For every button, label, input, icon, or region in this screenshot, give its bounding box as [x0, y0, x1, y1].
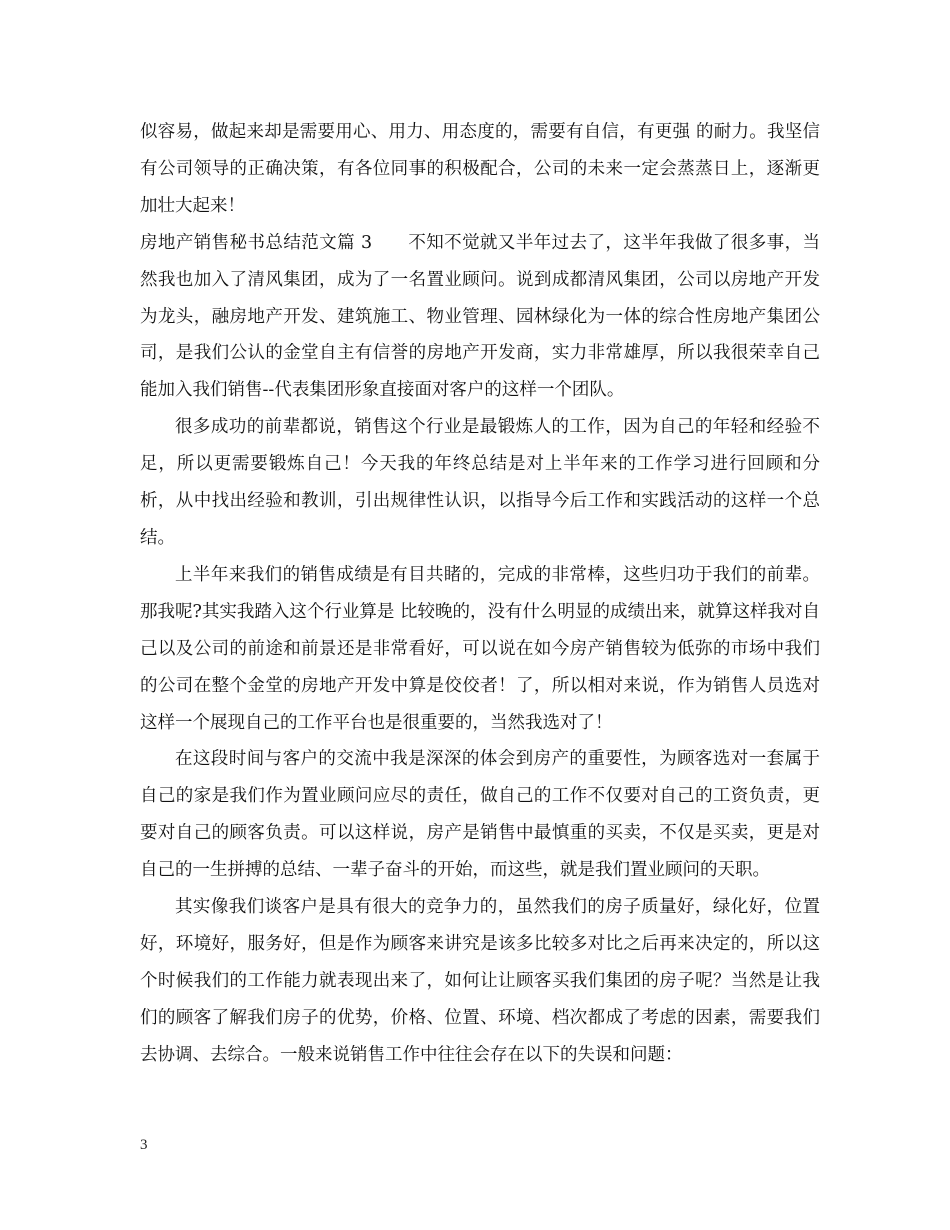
paragraph-continuation: 似容易，做起来却是需要用心、用力、用态度的，需要有自信，有更强 的耐力。我坚信有公司领导的正确决策，有各位同事的积极配合，公司的未来一定会蒸蒸日上，逐渐更加壮大起来！	[140, 122, 820, 216]
paragraph-4: 在这段时间与客户的交流中我是深深的体会到房产的重要性，为顾客选对一套属于自己的家是我们作为置业顾问应尽的责任，做自己的工作不仅要对自己的工资负责，更要对自己的顾客负责。可以这样说，房产是销售中最慎重的买卖，不仅是买卖，更是对自己的一生拼搏的总结、一辈子奋斗的开始，而这些，就是我们置业顾问的天职。	[140, 749, 820, 881]
paragraph-3: 上半年来我们的销售成绩是有目共睹的，完成的非常棒，这些归功于我们的前辈。那我呢?其实我踏入这个行业算是 比较晚的，没有什么明显的成绩出来，就算这样我对自己以及公司的前途和前景还是非常看好，可以说在如今房产销售较为低弥的市场中我们的公司在整个金堂的房地产开发中算是佼佼者！了，所以相对来说，作为销售人员选对这样一个展现自己的工作平台也是很重要的，当然我选对了！	[140, 564, 820, 733]
paragraph-5: 其实像我们谈客户是具有很大的竞争力的，虽然我们的房子质量好，绿化好，位置好，环境好，服务好，但是作为顾客来讲究是该多比较多对比之后再来决定的，所以这个时候我们的工作能力就表现出来了，如何让让顾客买我们集团的房子呢？当然是让我们的顾客了解我们房子的优势，价格、位置、环境、档次都成了考虑的因素，需要我们去协调、去综合。一般来说销售工作中往往会存在以下的失误和问题：	[140, 897, 820, 1065]
page-number: 3	[140, 1137, 148, 1153]
paragraph-section-heading: 房地产销售秘书总结范文篇 3 不知不觉就又半年过去了，这半年我做了很多事，当然我也加入了清风集团，成为了一名置业顾问。说到成都清风集团，公司以房地产开发为龙头，融房地产开发、建筑施工、物业管理、园林绿化为一体的综合性房地产集团公司，是我们公认的金堂自主有信誉的房地产开发商，实力非常雄厚，所以我很荣幸自己能加入我们销售--代表集团形象直接面对客户的这样一个团队。	[140, 232, 820, 401]
document-body	[140, 114, 820, 1074]
paragraph-2: 很多成功的前辈都说，销售这个行业是最锻炼人的工作，因为自己的年轻和经验不足，所以更需要锻炼自己！今天我的年终总结是对上半年来的工作学习进行回顾和分析，从中找出经验和教训，引出规律性认识，以指导今后工作和实践活动的这样一个总结。	[140, 417, 820, 548]
